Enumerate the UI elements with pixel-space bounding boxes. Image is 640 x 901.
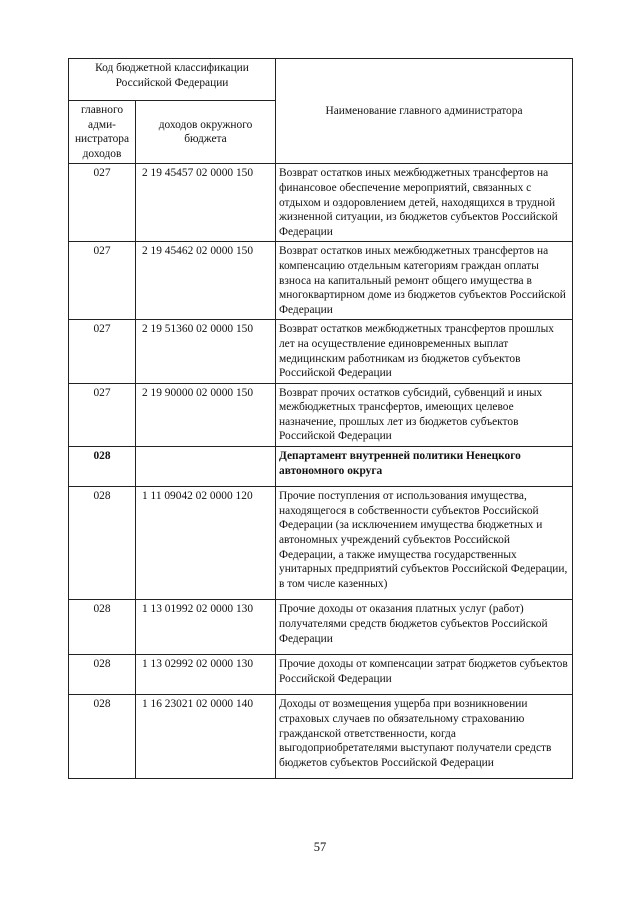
admin-code-cell: 027 [69,242,136,320]
admin-name-cell: Прочие поступления от использования имущества, находящегося в собственности субъектов Российской Федерации (за исключением имущества бюджетных и автономных учреждений субъектов Российской Федерации, а также имущества государственных унитарных предприятий субъектов Российской Федерации, в том числе казенных) [276,487,573,600]
header-code-group: Код бюджетной классификации Российской Федерации [69,59,276,101]
income-code-cell: 1 16 23021 02 0000 140 [136,695,276,779]
income-code-cell [136,447,276,487]
admin-code-cell: 027 [69,320,136,383]
admin-name-cell: Доходы от возмещения ущерба при возникновении страховых случаев по обязательному страхованию гражданской ответственности, когда выгодоприобретателями выступают получатели средств бюджетов субъектов Российской Федерации [276,695,573,779]
admin-code-cell: 027 [69,383,136,446]
table-row [69,383,573,446]
table-row [69,487,573,600]
admin-name-cell: Прочие доходы от оказания платных услуг (работ) получателями средств бюджетов субъектов Российской Федерации [276,600,573,655]
admin-name-cell: Возврат остатков иных межбюджетных трансфертов на компенсацию отдельным категориям граждан оплаты взноса на капитальный ремонт общего имущества в многоквартирном доме из бюджетов субъектов Российской Федерации [276,242,573,320]
department-name-cell: Департамент внутренней политики Ненецкого автономного округа [276,447,573,487]
table-header-row [69,59,573,101]
header-admin-code: главного адми-нистратора доходов [69,101,136,164]
admin-name-cell: Возврат остатков межбюджетных трансфертов прошлых лет на осуществление единовременных выплат медицинским работникам из бюджетов субъектов Российской Федерации [276,320,573,383]
income-code-cell: 1 13 02992 02 0000 130 [136,655,276,695]
admin-code-cell: 028 [69,487,136,600]
table-row-department [69,447,573,487]
table-row [69,655,573,695]
budget-classification-table [68,58,573,779]
table-row [69,320,573,383]
table-row [69,600,573,655]
table-row [69,695,573,779]
page-number: 57 [313,840,327,854]
admin-code-cell: 028 [69,447,136,487]
income-code-cell: 2 19 90000 02 0000 150 [136,383,276,446]
admin-name-cell: Возврат прочих остатков субсидий, субвенций и иных межбюджетных трансфертов, имеющих целевое назначение, прошлых лет из бюджетов субъектов Российской Федерации [276,383,573,446]
admin-name-cell: Прочие доходы от компенсации затрат бюджетов субъектов Российской Федерации [276,655,573,695]
admin-code-cell: 028 [69,655,136,695]
table-row [69,242,573,320]
admin-code-cell: 028 [69,695,136,779]
admin-name-cell: Возврат остатков иных межбюджетных трансфертов на финансовое обеспечение мероприятий, связанных с отдыхом и оздоровлением детей, находящихся в трудной жизненной ситуации, из бюджетов субъектов Российской Федерации [276,164,573,242]
income-code-cell: 2 19 45462 02 0000 150 [136,242,276,320]
income-code-cell: 2 19 51360 02 0000 150 [136,320,276,383]
income-code-cell: 1 11 09042 02 0000 120 [136,487,276,600]
header-income-code: доходов окружного бюджета [136,101,276,164]
header-admin-name: Наименование главного администратора [276,59,573,164]
admin-code-cell: 028 [69,600,136,655]
income-code-cell: 2 19 45457 02 0000 150 [136,164,276,242]
income-code-cell: 1 13 01992 02 0000 130 [136,600,276,655]
admin-code-cell: 027 [69,164,136,242]
table-row [69,164,573,242]
